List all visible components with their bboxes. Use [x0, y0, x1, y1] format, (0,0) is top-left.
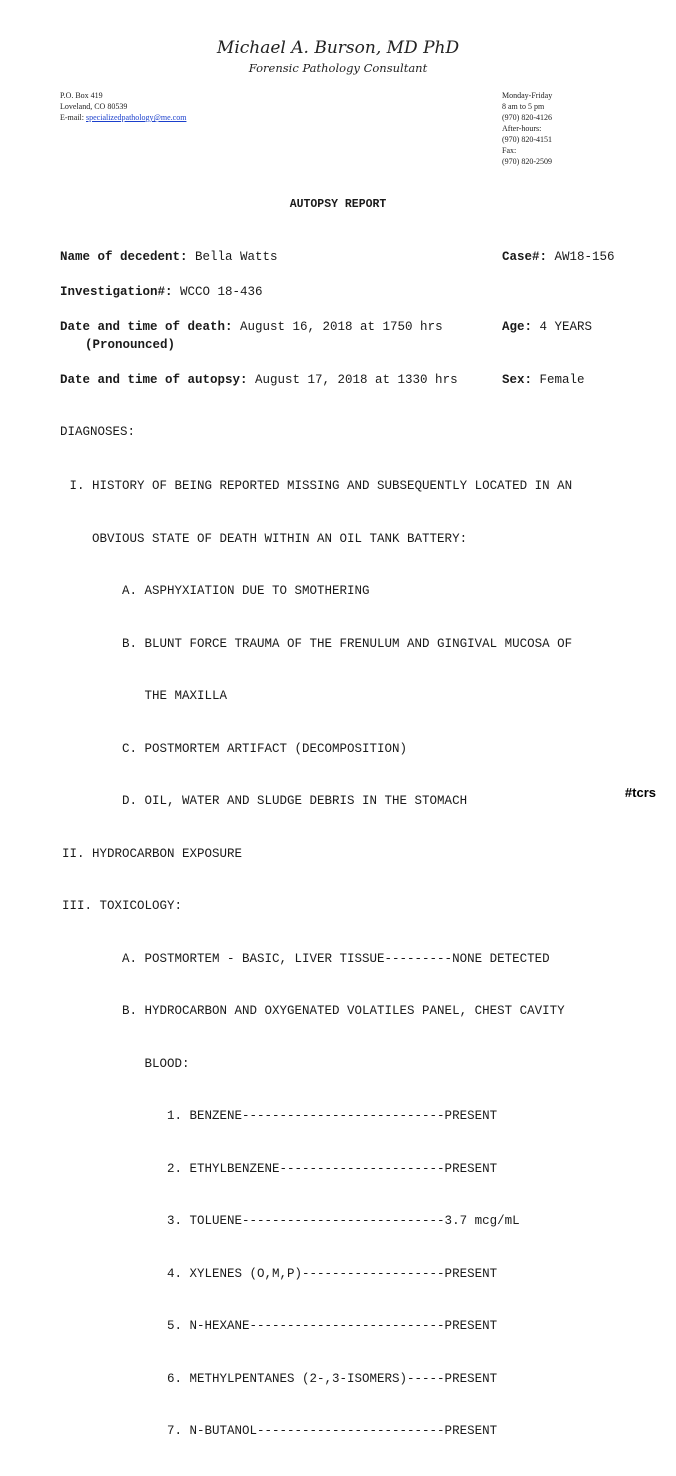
diagnosis-line: 7. N-BUTANOL-------------------------PRESENT — [62, 1424, 498, 1438]
diagnosis-line: 1. BENZENE---------------------------PRESENT — [62, 1109, 498, 1123]
hours-line: Fax: — [502, 146, 517, 155]
diagnosis-line: 4. XYLENES (O,M,P)-------------------PRESENT — [62, 1266, 498, 1281]
sex-label: Sex: — [502, 373, 533, 387]
case-field — [502, 250, 615, 264]
autopsy-value: August 17, 2018 at 1330 hrs — [247, 373, 458, 387]
pronounced-note: (Pronounced) — [85, 338, 176, 352]
diagnosis-line: 5. N-HEXANE--------------------------PRESENT — [62, 1319, 498, 1333]
investigation-label: Investigation#: — [60, 285, 173, 299]
death-label: Date and time of death: — [60, 320, 233, 334]
diagnosis-line: 2. ETHYLBENZENE----------------------PRESENT — [62, 1161, 498, 1176]
address-block — [60, 90, 186, 123]
hours-line: (970) 820-4151 — [502, 135, 552, 144]
hours-line: (970) 820-2509 — [502, 157, 552, 166]
hours-line: After-hours: — [502, 124, 542, 133]
address-line: Loveland, CO 80539 — [60, 102, 128, 111]
autopsy-label: Date and time of autopsy: — [60, 373, 248, 387]
sex-field — [502, 373, 585, 387]
diagnosis-line: OBVIOUS STATE OF DEATH WITHIN AN OIL TANK BATTERY: — [62, 531, 468, 546]
death-field — [60, 320, 443, 334]
diagnosis-line: B. HYDROCARBON AND OXYGENATED VOLATILES PANEL, CHEST CAVITY — [62, 1004, 565, 1018]
diagnosis-line: D. OIL, WATER AND SLUDGE DEBRIS IN THE STOMACH — [62, 794, 468, 808]
diagnosis-line: B. BLUNT FORCE TRAUMA OF THE FRENULUM AND GINGIVAL MUCOSA OF — [62, 636, 573, 651]
decedent-value: Bella Watts — [187, 250, 278, 264]
diagnosis-line: 6. METHYLPENTANES (2-,3-ISOMERS)-----PRESENT — [62, 1371, 498, 1386]
diagnosis-line: 3. TOLUENE---------------------------3.7 mcg/mL — [62, 1214, 520, 1228]
decedent-field — [60, 250, 278, 264]
case-value: AW18-156 — [547, 250, 615, 264]
letterhead-name: Michael A. Burson, MD PhD — [216, 38, 460, 58]
decedent-label: Name of decedent: — [60, 250, 188, 264]
age-label: Age: — [502, 320, 533, 334]
death-value: August 16, 2018 at 1750 hrs — [232, 320, 443, 334]
hours-line: 8 am to 5 pm — [502, 102, 545, 111]
hours-line: (970) 820-4126 — [502, 113, 552, 122]
sex-value: Female — [532, 373, 585, 387]
case-label: Case#: — [502, 250, 548, 264]
letterhead-title: Forensic Pathology Consultant — [248, 61, 428, 75]
diagnoses-list — [62, 443, 572, 1476]
hours-block — [502, 90, 552, 167]
diagnosis-line: A. POSTMORTEM - BASIC, LIVER TISSUE---------NONE DETECTED — [62, 951, 550, 966]
diagnoses-heading: DIAGNOSES: — [60, 425, 136, 439]
diagnosis-line: BLOOD: — [62, 1056, 190, 1071]
diagnosis-line: A. ASPHYXIATION DUE TO SMOTHERING — [62, 584, 370, 598]
diagnosis-line: I. HISTORY OF BEING REPORTED MISSING AND SUBSEQUENTLY LOCATED IN AN — [62, 479, 573, 493]
age-value: 4 YEARS — [532, 320, 593, 334]
email-line — [60, 112, 186, 123]
diagnosis-line: II. HYDROCARBON EXPOSURE — [62, 846, 243, 861]
diagnosis-line: C. POSTMORTEM ARTIFACT (DECOMPOSITION) — [62, 741, 408, 756]
investigation-value: WCCO 18-436 — [172, 285, 263, 299]
hours-line: Monday-Friday — [502, 91, 553, 100]
report-title: AUTOPSY REPORT — [289, 198, 387, 211]
diagnosis-line: THE MAXILLA — [62, 689, 228, 703]
diagnosis-line: III. TOXICOLOGY: — [62, 899, 183, 913]
watermark-tag: #tcrs — [624, 785, 656, 800]
email-label: E-mail: — [60, 113, 86, 122]
email-link[interactable]: specializedpathology@me.com — [86, 113, 187, 122]
age-field — [502, 320, 592, 334]
investigation-field — [60, 285, 263, 299]
address-line: P.O. Box 419 — [60, 91, 103, 100]
autopsy-field — [60, 373, 458, 387]
